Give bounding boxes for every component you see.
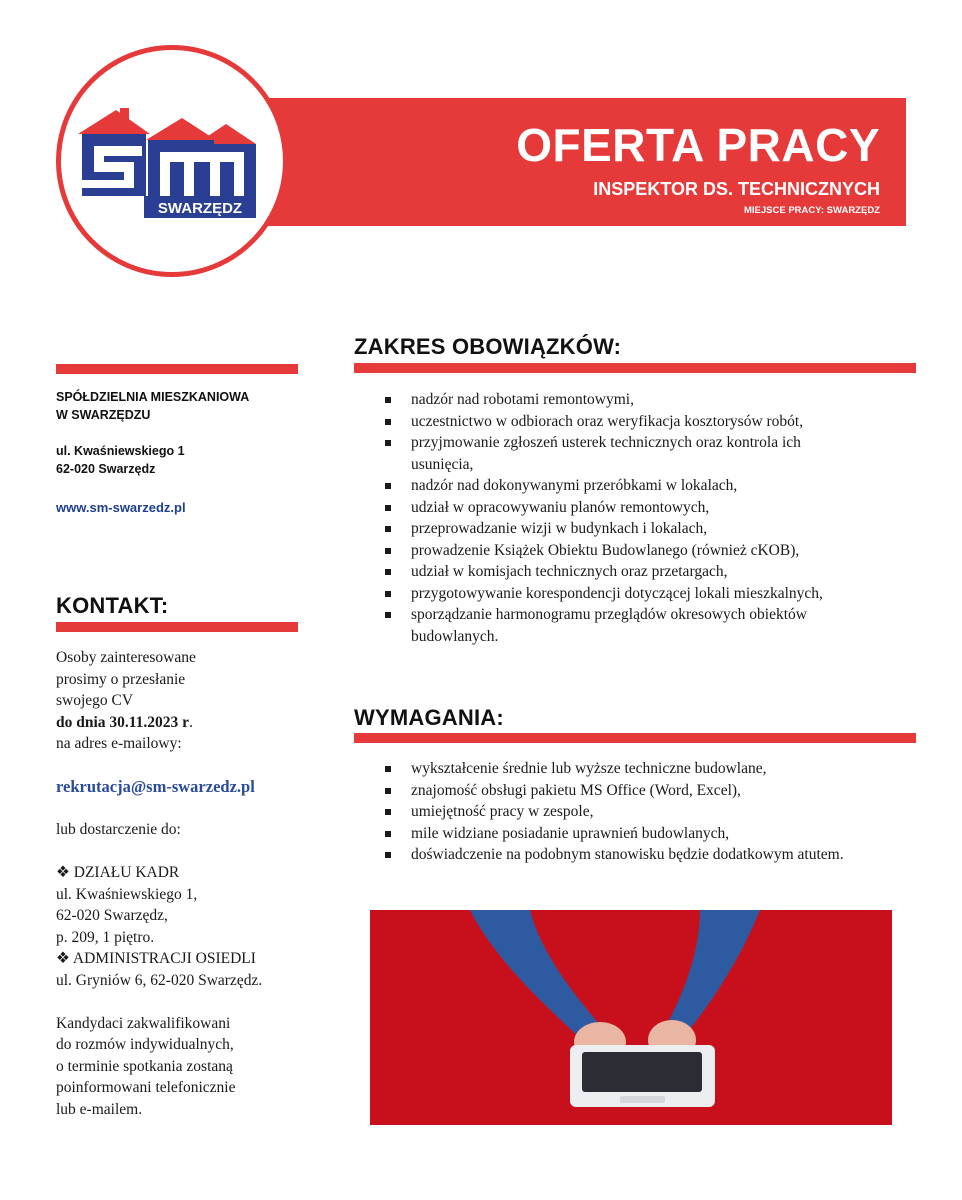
list-item: znajomość obsługi pakietu MS Office (Word, Excel), xyxy=(383,780,923,802)
requirements-rule xyxy=(354,733,916,743)
contact-intro-2: prosimy o przesłanie xyxy=(56,670,186,688)
org-name-line2: W SWARZĘDZU xyxy=(56,408,151,422)
website-link[interactable]: www.sm-swarzedz.pl xyxy=(56,500,186,515)
place1-line1: ul. Kwaśniewskiego 1, xyxy=(56,885,198,903)
contact-or-deliver: lub dostarczenie do: xyxy=(56,821,181,838)
list-item: przygotowywanie korespondencji dotyczącej lokali mieszkalnych, xyxy=(383,583,903,605)
note-3: o terminie spotkania zostaną xyxy=(56,1057,233,1075)
page-title: OFERTA PRACY xyxy=(516,119,880,171)
kontakt-heading: KONTAKT: xyxy=(56,593,169,618)
contact-intro-3: swojego CV xyxy=(56,692,134,709)
laptop-illustration xyxy=(370,910,892,1125)
requirements-heading: WYMAGANIA: xyxy=(354,705,504,730)
contact-to-email: na adres e-mailowy: xyxy=(56,735,182,752)
list-item: mile widziane posiadanie uprawnień budowlanych, xyxy=(383,823,923,845)
list-item: umiejętność pracy w zespole, xyxy=(383,801,923,823)
contact-deadline-dot: . xyxy=(189,713,193,731)
place2-title: ❖ ADMINISTRACJI OSIEDLI xyxy=(56,950,256,967)
left-rule-top xyxy=(56,364,298,374)
note-2: do rozmów indywidualnych, xyxy=(56,1036,234,1053)
list-item: nadzór nad dokonywanymi przeróbkami w lokalach, xyxy=(383,475,903,497)
contact-deadline-line xyxy=(56,712,306,734)
job-position: INSPEKTOR DS. TECHNICZNYCH xyxy=(593,179,880,199)
list-item: nadzór nad robotami remontowymi, xyxy=(383,389,903,411)
org-address xyxy=(56,388,296,478)
list-item: wykształcenie średnie lub wyższe techniczne budowlane, xyxy=(383,758,923,780)
place2-line1: ul. Gryniów 6, 62-020 Swarzędz. xyxy=(56,971,263,989)
duties-list xyxy=(383,389,903,647)
duties-heading: ZAKRES OBOWIĄZKÓW: xyxy=(354,334,622,359)
list-item: uczestnictwo w odbiorach oraz weryfikacja kosztorysów robót, xyxy=(383,411,903,433)
logo-text: SWARZĘDZ xyxy=(157,200,243,217)
list-item: prowadzenie Książek Obiektu Budowlanego (również cKOB), xyxy=(383,540,903,562)
list-item: przyjmowanie zgłoszeń usterek technicznych oraz kontrola ich usunięcia, xyxy=(383,432,841,475)
place1-line2: 62-020 Swarzędz, xyxy=(56,907,168,924)
list-item: udział w opracowywaniu planów remontowych, xyxy=(383,497,903,519)
org-street: ul. Kwaśniewskiego 1 xyxy=(56,444,185,458)
org-name-line1: SPÓŁDZIELNIA MIESZKANIOWA xyxy=(56,390,250,404)
list-item: doświadczenie na podobnym stanowisku będzie dodatkowym atutem. xyxy=(383,844,923,866)
note-5: lub e-mailem. xyxy=(56,1100,143,1118)
contact-text xyxy=(56,647,306,1120)
contact-deadline: do dnia 30.11.2023 r xyxy=(56,713,190,731)
laptop-photo xyxy=(370,910,892,1125)
list-item: sporządzanie harmonogramu przeglądów okresowych obiektów budowlanych. xyxy=(383,604,891,647)
note-4: poinformowani telefonicznie xyxy=(56,1079,236,1096)
work-place: MIEJSCE PRACY: SWARZĘDZ xyxy=(743,205,880,216)
note-1: Kandydaci zakwalifikowani xyxy=(56,1014,231,1032)
org-city: 62-020 Swarzędz xyxy=(56,462,156,476)
requirements-list xyxy=(383,758,923,866)
place1-title: ❖ DZIAŁU KADR xyxy=(56,864,180,881)
kontakt-rule xyxy=(56,622,298,632)
list-item: przeprowadzanie wizji w budynkach i lokalach, xyxy=(383,518,903,540)
duties-rule xyxy=(354,363,916,373)
place1-line3: p. 209, 1 piętro. xyxy=(56,928,155,946)
sm-logo xyxy=(76,104,260,222)
contact-email-link[interactable]: rekrutacja@sm-swarzedz.pl xyxy=(56,777,255,796)
list-item: udział w komisjach technicznych oraz przetargach, xyxy=(383,561,903,583)
contact-intro-1: Osoby zainteresowane xyxy=(56,649,196,666)
